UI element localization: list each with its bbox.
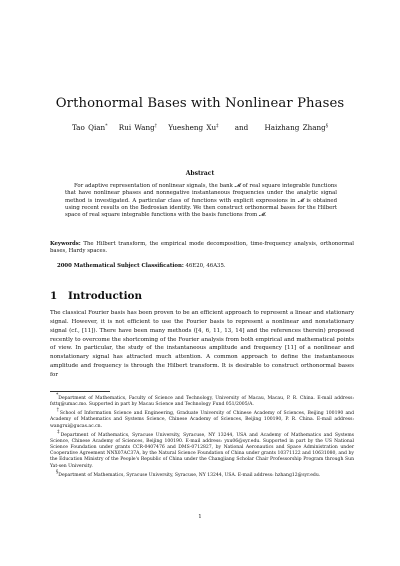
author-name: Haizhang Zhang§ bbox=[264, 123, 329, 132]
footnote-mark: * bbox=[56, 393, 59, 398]
msc-text: 46E20, 46A35. bbox=[185, 263, 226, 269]
section-heading bbox=[50, 290, 142, 302]
page-number: 1 bbox=[198, 514, 202, 520]
intro-paragraph: The classical Fourier basis has been proven to be an efficient approach to represent a linear and stationary signal. However, it is not efficient to use the Fourier basis to represent a nonlinear and nonstationary signal (cf., [11]). There have been many methods ([4, 6, 11, 13, 14] and the references therein) proposed recently to overcome the shortcoming of the Fourier analysis from both empirical and mathematical points of view. In particular, the study of the instantaneous amplitude and frequency [11] of a nonlinear and nonstationary signal has attracted much attention. A common approach to define the instantaneous amplitude and frequency is through the Hilbert transform. It is desirable to construct orthonormal bases for bbox=[50, 310, 354, 378]
keywords-label: Keywords: bbox=[50, 241, 81, 247]
footnote-mark: ‡ bbox=[56, 429, 61, 435]
keywords-text: The Hilbert transform, the empirical mode decomposition, time-frequency analysis, orthonormal bases, Hardy spaces. bbox=[50, 241, 355, 255]
author-name: Yuesheng Xu‡ bbox=[168, 123, 219, 132]
abstract-text: For adaptive representation of nonlinear signals, the bank 𝓜 of real square integrable functions that have nonlinear phases and nonnegative instantaneous frequencies under the analytic signal method is investigated. A particular class of functions with explicit expressions in 𝓜 is obtained using recent results on the Bedrosian identity. We then construct orthonormal bases for the Hilbert space of real square integrable functions with the basis functions from 𝓜. bbox=[65, 183, 337, 218]
section-number: 1 bbox=[50, 290, 58, 302]
footnote: †School of Information Science and Engineering, Graduate University of Chinese Academy of Sciences, Beijing 100190 and Academy of Mathematics and Systems Science, Chinese Academy of Sciences, Beijing 100190, P. R. China. E-mail address: wangrui@gucas.ac.cn. bbox=[50, 408, 354, 429]
msc-label: 2000 Mathematical Subject Classification: bbox=[57, 263, 184, 269]
author-name: Tao Qian* bbox=[71, 123, 108, 132]
abstract-heading: Abstract bbox=[185, 170, 215, 177]
and-word: and bbox=[234, 123, 249, 132]
footnotes bbox=[50, 393, 354, 479]
subject-classification bbox=[57, 263, 357, 270]
footnote: ‡Department of Mathematics, Syracuse University, Syracuse, NY 13244, USA and Academy of Mathematics and Systems Science, Chinese Academy of Sciences, Beijing 100190. E-mail address: yxu06@syr.edu. Supported in part by the US National Science Foundation under grants CCR-0407476 and DMS-0712827, by National Aeronautics and Space Administration under Cooperative Agreement NNX07AC37A, by the Natural Science Foundation of China under grants 10371122 and 10631080, and by the Education Ministry of the People's Republic of China under the Changjiang Scholar Chair Professorship Program through Sun Yat-sen University. bbox=[50, 429, 355, 469]
footnote: *Department of Mathematics, Faculty of Science and Technology, University of Macau, Macau, P. R. China. E-mail address: fsttq@umac.mo. Supported in part by Macau Science and Technology Fund 051/2005/A. bbox=[50, 393, 354, 408]
keywords bbox=[50, 241, 354, 256]
footnote-mark: § bbox=[56, 469, 59, 475]
paper-title: Orthonormal Bases with Nonlinear Phases bbox=[55, 96, 345, 111]
footnote: §Department of Mathematics, Syracuse University, Syracuse, NY 13244, USA. E-mail address: hzhang12@syr.edu. bbox=[56, 469, 321, 478]
footnote-mark: ‡ bbox=[216, 124, 219, 129]
footnote-mark: † bbox=[154, 124, 157, 129]
footnote-rule bbox=[50, 391, 110, 392]
author-name: Rui Wang† bbox=[118, 123, 157, 132]
footnote-mark: * bbox=[105, 124, 108, 129]
footnote-mark: † bbox=[56, 408, 60, 414]
section-title: Introduction bbox=[68, 290, 142, 302]
footnote-mark: § bbox=[325, 124, 329, 129]
author-list bbox=[0, 123, 400, 132]
